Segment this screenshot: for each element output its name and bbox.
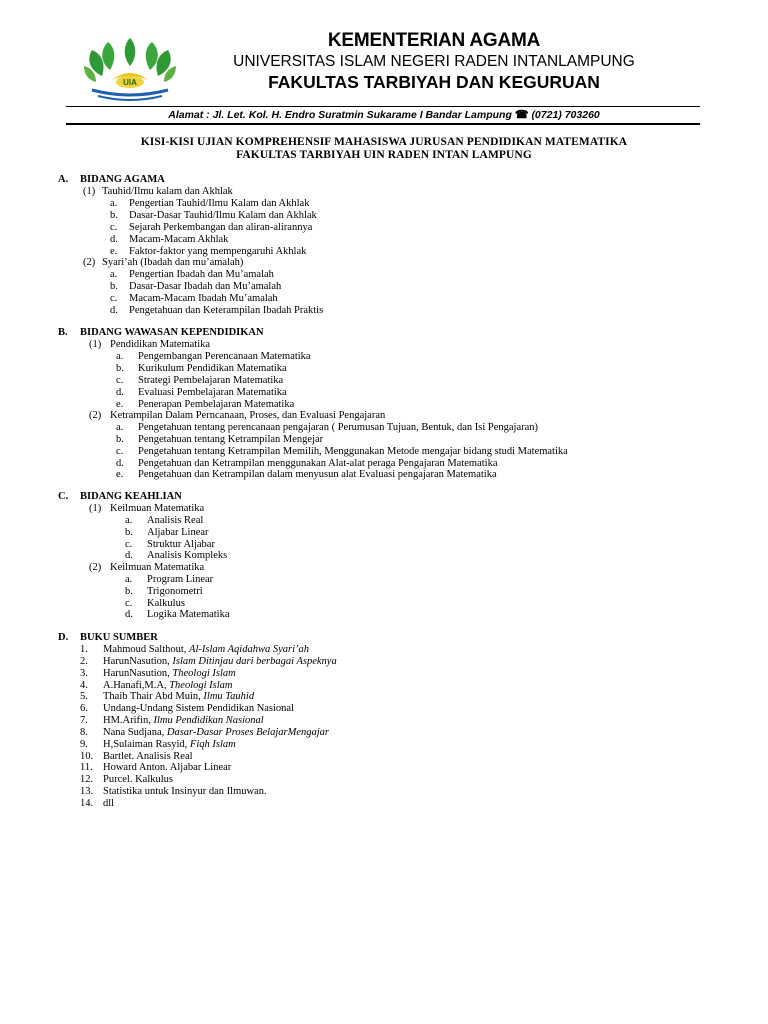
subsection-heading: (1) Keilmuan Matematika <box>89 503 205 514</box>
svg-text:UIA: UIA <box>123 78 137 87</box>
phone-icon: ☎ <box>514 109 529 121</box>
list-item: a. Pengertian Tauhid/Ilmu Kalam dan Akhlak <box>110 198 310 209</box>
list-item: d. Macam-Macam Akhlak <box>110 234 229 245</box>
address <box>0 108 768 121</box>
list-item: c. Strategi Pembelajaran Matematika <box>116 375 284 386</box>
list-item: b. Pengetahuan tentang Ketrampilan Mengejar <box>116 434 324 445</box>
book-item: 8. Nana Sudjana, Dasar-Dasar Proses BelajarMengajar <box>80 727 330 738</box>
header-divider-bottom <box>66 123 700 125</box>
list-item: c. Kalkulus <box>125 598 185 609</box>
document-title-line2: FAKULTAS TARBIYAH UIN RADEN INTAN LAMPUNG <box>236 149 532 161</box>
document-title-line1: KISI-KISI UJIAN KOMPREHENSIF MAHASISWA JURUSAN PENDIDIKAN MATEMATIKA <box>140 136 628 148</box>
book-item: 2. HarunNasution, Islam Ditinjau dari berbagai Aspeknya <box>80 656 337 667</box>
book-item: 1. Mahmoud Salthout, Al-Islam Aqidahwa Syari’ah <box>80 644 310 655</box>
list-item: e. Penerapan Pembelajaran Matematika <box>116 399 295 410</box>
list-item: b. Dasar-Dasar Tauhid/Ilmu Kalam dan Akhlak <box>110 210 317 221</box>
subsection-heading: (1) Pendidikan Matematika <box>89 339 211 350</box>
list-item: d. Analisis Kompleks <box>125 550 228 561</box>
book-item: 12. Purcel. Kalkulus <box>80 774 173 785</box>
list-item: b. Trigonometri <box>125 586 203 597</box>
list-item: b. Dasar-Dasar Ibadah dan Mu’amalah <box>110 281 282 292</box>
list-item: a. Program Linear <box>125 574 214 585</box>
book-item: 6. Undang-Undang Sistem Pendidikan Nasional <box>80 703 295 714</box>
section-heading: C. BIDANG KEAHLIAN <box>58 491 182 502</box>
list-item: d. Pengetahuan dan Keterampilan Ibadah Praktis <box>110 305 324 316</box>
list-item: a. Analisis Real <box>125 515 204 526</box>
list-item: c. Macam-Macam Ibadah Mu’amalah <box>110 293 278 304</box>
book-item: 14. dll <box>80 798 115 809</box>
list-item: d. Logika Matematika <box>125 609 230 620</box>
list-item: a. Pengertian Ibadah dan Mu’amalah <box>110 269 274 280</box>
book-item: 4. A.Hanafi,M.A, Theologi Islam <box>80 680 233 691</box>
book-item: 3. HarunNasution, Theologi Islam <box>80 668 236 679</box>
address-text: Alamat : Jl. Let. Kol. H. Endro Suratmin Sukarame I Bandar Lampung <box>168 109 512 121</box>
list-item: b. Kurikulum Pendidikan Matematika <box>116 363 287 374</box>
list-item: c. Struktur Aljabar <box>125 539 215 550</box>
book-item: 13. Statistika untuk Insinyur dan Ilmuwan. <box>80 786 267 797</box>
book-item: 7. HM.Arifin, Ilmu Pendidikan Nasional <box>80 715 264 726</box>
book-item: 11. Howard Anton. Aljabar Linear <box>80 762 232 773</box>
list-item: d. Evaluasi Pembelajaran Matematika <box>116 387 287 398</box>
list-item: a. Pengetahuan tentang perencanaan pengajaran ( Perumusan Tujuan, Bentuk, dan Isi Pengajaran) <box>116 422 539 433</box>
list-item: e. Faktor-faktor yang mempengaruhi Akhlak <box>110 246 307 257</box>
faculty-name: FAKULTAS TARBIYAH DAN KEGURUAN <box>268 72 600 92</box>
subsection-heading: (2) Syari’ah (Ibadah dan mu’amalah) <box>83 257 244 268</box>
section-heading: D. BUKU SUMBER <box>58 632 158 643</box>
university-name: UNIVERSITAS ISLAM NEGERI RADEN INTANLAMPUNG <box>233 53 635 70</box>
list-item: d. Pengetahuan dan Ketrampilan menggunakan Alat-alat peraga Pengajaran Matematika <box>116 458 498 469</box>
list-item: c. Sejarah Perkembangan dan aliran-alirannya <box>110 222 313 233</box>
phone-number: (0721) 703260 <box>531 109 600 121</box>
book-item: 5. Thaib Thair Abd Muin, Ilmu Tauhid <box>80 691 255 702</box>
book-item: 9. H,Sulaiman Rasyid, Fiqh Islam <box>80 739 236 750</box>
ministry-name: KEMENTERIAN AGAMA <box>327 30 541 51</box>
section-heading: B. BIDANG WAWASAN KEPENDIDIKAN <box>58 327 264 338</box>
list-item: b. Aljabar Linear <box>125 527 209 538</box>
section-heading: A. BIDANG AGAMA <box>58 174 165 185</box>
letterhead <box>0 0 768 121</box>
book-item: 10. Bartlet. Analisis Real <box>80 751 193 762</box>
subsection-heading: (2) Keilmuan Matematika <box>89 562 205 573</box>
list-item: a. Pengembangan Perencanaan Matematika <box>116 351 311 362</box>
list-item: c. Pengetahuan tentang Ketrampilan Memilih, Menggunakan Metode mengajar bidang studi Matematika <box>116 446 568 457</box>
subsection-heading: (2) Ketrampilan Dalam Perncanaan, Proses, dan Evaluasi Pengajaran <box>89 410 386 421</box>
list-item: e. Pengetahuan dan Ketrampilan dalam menyusun alat Evaluasi pengajaran Matematika <box>116 469 497 480</box>
header-divider-top <box>66 106 700 107</box>
subsection-heading: (1) Tauhid/Ilmu kalam dan Akhlak <box>83 186 233 197</box>
